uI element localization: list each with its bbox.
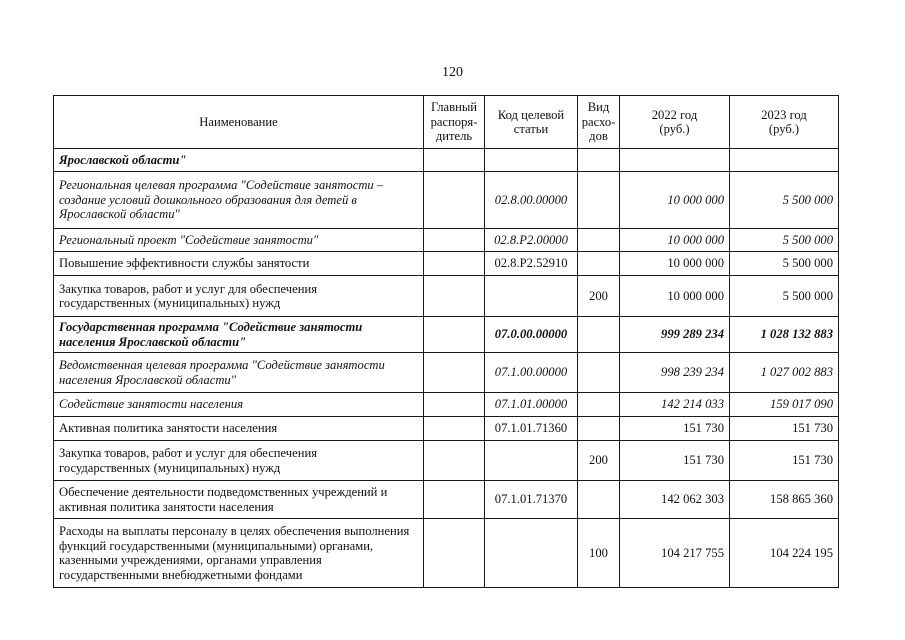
page-number: 120 (442, 65, 463, 80)
cell-code: 07.1.01.00000 (485, 393, 578, 417)
cell-2022: 10 000 000 (620, 276, 730, 317)
cell-2023: 158 865 360 (730, 481, 839, 519)
cell-manager (424, 441, 485, 481)
header-expense-type: Вид расхо- дов (578, 96, 620, 149)
cell-manager (424, 172, 485, 229)
table-row (54, 353, 839, 393)
cell-2022: 10 000 000 (620, 229, 730, 252)
cell-name: Государственная программа "Содействие занятости населения Ярославской области" (54, 317, 424, 353)
table-row (54, 252, 839, 276)
cell-2022: 10 000 000 (620, 252, 730, 276)
cell-name: Закупка товаров, работ и услуг для обеспечения государственных (муниципальных) нужд (54, 276, 424, 317)
cell-expense-type (578, 353, 620, 393)
cell-2023: 159 017 090 (730, 393, 839, 417)
header-2022: 2022 год (руб.) (620, 96, 730, 149)
cell-code (485, 149, 578, 172)
cell-code: 07.1.01.71370 (485, 481, 578, 519)
header-name: Наименование (54, 96, 424, 149)
cell-manager (424, 229, 485, 252)
cell-2023: 5 500 000 (730, 252, 839, 276)
cell-code: 02.8.P2.52910 (485, 252, 578, 276)
cell-expense-type: 200 (578, 441, 620, 481)
cell-2023: 104 224 195 (730, 519, 839, 588)
table-row (54, 149, 839, 172)
cell-expense-type: 200 (578, 276, 620, 317)
table-row (54, 172, 839, 229)
table-row (54, 519, 839, 588)
cell-name: Закупка товаров, работ и услуг для обеспечения государственных (муниципальных) нужд (54, 441, 424, 481)
cell-expense-type (578, 417, 620, 441)
cell-manager (424, 353, 485, 393)
cell-expense-type (578, 252, 620, 276)
cell-code (485, 276, 578, 317)
cell-2022: 151 730 (620, 441, 730, 481)
cell-2022: 142 062 303 (620, 481, 730, 519)
cell-name: Ярославской области" (54, 149, 424, 172)
cell-2022: 998 239 234 (620, 353, 730, 393)
cell-name: Обеспечение деятельности подведомственных учреждений и активная политика занятости населения (54, 481, 424, 519)
cell-code (485, 519, 578, 588)
cell-2023: 5 500 000 (730, 172, 839, 229)
cell-manager (424, 149, 485, 172)
table-row (54, 276, 839, 317)
cell-2022: 151 730 (620, 417, 730, 441)
cell-name: Активная политика занятости населения (54, 417, 424, 441)
cell-code: 02.8.00.00000 (485, 172, 578, 229)
cell-2023: 151 730 (730, 441, 839, 481)
cell-2023: 1 027 002 883 (730, 353, 839, 393)
cell-manager (424, 317, 485, 353)
cell-2022: 999 289 234 (620, 317, 730, 353)
cell-code: 07.1.00.00000 (485, 353, 578, 393)
cell-name: Региональная целевая программа "Содействие занятости – создание условий дошкольного образования для детей в Ярославской области" (54, 172, 424, 229)
cell-2023 (730, 149, 839, 172)
cell-2023: 151 730 (730, 417, 839, 441)
cell-name: Расходы на выплаты персоналу в целях обеспечения выполнения функций государственными (муниципальными) органами, казенными учреждениями, органами управления государственными внебюджетными фондами (54, 519, 424, 588)
cell-code: 02.8.P2.00000 (485, 229, 578, 252)
table-row (54, 393, 839, 417)
cell-2023: 5 500 000 (730, 229, 839, 252)
cell-2022: 142 214 033 (620, 393, 730, 417)
cell-expense-type: 100 (578, 519, 620, 588)
cell-manager (424, 252, 485, 276)
budget-table (53, 95, 839, 588)
header-2023: 2023 год (руб.) (730, 96, 839, 149)
cell-2023: 1 028 132 883 (730, 317, 839, 353)
table-row (54, 317, 839, 353)
cell-manager (424, 276, 485, 317)
cell-expense-type (578, 481, 620, 519)
cell-2022: 10 000 000 (620, 172, 730, 229)
cell-name: Содействие занятости населения (54, 393, 424, 417)
cell-expense-type (578, 149, 620, 172)
cell-name: Повышение эффективности службы занятости (54, 252, 424, 276)
header-manager: Главный распоря- дитель (424, 96, 485, 149)
cell-name: Региональный проект "Содействие занятости" (54, 229, 424, 252)
table-row (54, 481, 839, 519)
cell-expense-type (578, 229, 620, 252)
cell-manager (424, 519, 485, 588)
cell-2022 (620, 149, 730, 172)
cell-manager (424, 417, 485, 441)
cell-2023: 5 500 000 (730, 276, 839, 317)
cell-code: 07.1.01.71360 (485, 417, 578, 441)
cell-2022: 104 217 755 (620, 519, 730, 588)
cell-manager (424, 393, 485, 417)
header-code: Код целевой статьи (485, 96, 578, 149)
cell-expense-type (578, 317, 620, 353)
table-header-row (54, 96, 839, 149)
table-row (54, 229, 839, 252)
table-row (54, 441, 839, 481)
cell-manager (424, 481, 485, 519)
cell-expense-type (578, 172, 620, 229)
cell-code (485, 441, 578, 481)
cell-code: 07.0.00.00000 (485, 317, 578, 353)
table-row (54, 417, 839, 441)
cell-expense-type (578, 393, 620, 417)
cell-name: Ведомственная целевая программа "Содействие занятости населения Ярославской области" (54, 353, 424, 393)
